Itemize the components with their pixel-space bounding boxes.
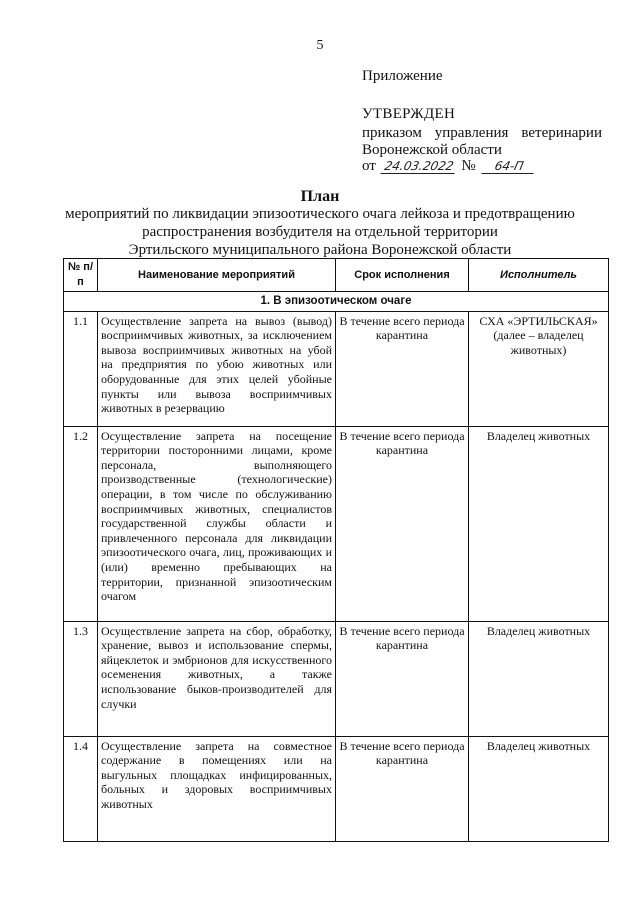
number-label: № xyxy=(461,158,476,174)
annex-label: Приложение xyxy=(362,68,443,84)
approved-label: УТВЕРЖДЕН xyxy=(362,106,456,122)
plan-title: План xyxy=(300,188,340,205)
row-measure: Осуществление запрета на вывоз (вывод) восприимчивых животных, за исключением вывоза восприимчивых животных на убой на предприятия по убою животных или оборудованные для этих целей убойные пункты или вывоза восприимчивых животных в резервацию xyxy=(98,311,336,426)
row-executor: Владелец животных xyxy=(469,621,609,736)
table-header-row xyxy=(64,259,609,292)
row-term: В течение всего периода карантина xyxy=(336,311,469,426)
table-row xyxy=(64,736,609,841)
row-measure: Осуществление запрета на совместное содержание в помещениях или на выгульных площадках инфицированных, больных и здоровых восприимчивых животных xyxy=(98,736,336,841)
table-row xyxy=(64,426,609,621)
header-term: Срок исполнения xyxy=(336,259,469,292)
order-date-number xyxy=(362,158,535,175)
table-row xyxy=(64,311,609,426)
row-num: 1.3 xyxy=(64,621,98,736)
row-executor: Владелец животных xyxy=(469,426,609,621)
plan-subtitle-line-2: распространения возбудителя на отдельной территории xyxy=(142,224,498,240)
approved-by-line-2: Воронежской области xyxy=(362,142,502,158)
page-number: 5 xyxy=(316,38,324,53)
row-term: В течение всего периода карантина xyxy=(336,621,469,736)
row-term: В течение всего периода карантина xyxy=(336,426,469,621)
row-measure: Осуществление запрета на сбор, обработку, хранение, вывоз и использование спермы, яйцеклеток и эмбрионов для искусственного осеменения животных, а также использование быков-производителей для случки xyxy=(98,621,336,736)
measures-table xyxy=(63,258,609,842)
table-row xyxy=(64,621,609,736)
section-title: 1. В эпизоотическом очаге xyxy=(64,292,609,312)
header-name: Наименование мероприятий xyxy=(98,259,336,292)
plan-subtitle-line-3: Эртильского муниципального района Воронежской области xyxy=(128,242,512,258)
row-executor: Владелец животных xyxy=(469,736,609,841)
row-num: 1.2 xyxy=(64,426,98,621)
section-row xyxy=(64,292,609,312)
approved-by-line-1: приказом управления ветеринарии xyxy=(362,125,602,141)
header-num: № п/п xyxy=(64,259,98,292)
handwritten-number: 64-П xyxy=(482,159,537,174)
row-term: В течение всего периода карантина xyxy=(336,736,469,841)
row-measure: Осуществление запрета на посещение территории посторонними лицами, кроме персонала, выполняющего производственные (технологические) операции, в том числе по обслуживанию восприимчивых животных, специалистов государственной службы области и привлеченного персонала для ликвидации эпизоотического очага, лиц, проживающих и (или) временно пребывающих на территории, признанной эпизоотическим очагом xyxy=(98,426,336,621)
row-num: 1.1 xyxy=(64,311,98,426)
row-executor: СХА «ЭРТИЛЬСКАЯ» (далее – владелец животных) xyxy=(469,311,609,426)
plan-subtitle-line-1: мероприятий по ликвидации эпизоотического очага лейкоза и предотвращению xyxy=(65,206,575,222)
handwritten-date: 24.03.2022 xyxy=(380,159,457,174)
row-num: 1.4 xyxy=(64,736,98,841)
header-executor: Исполнитель xyxy=(469,259,609,292)
from-label: от xyxy=(362,158,376,174)
